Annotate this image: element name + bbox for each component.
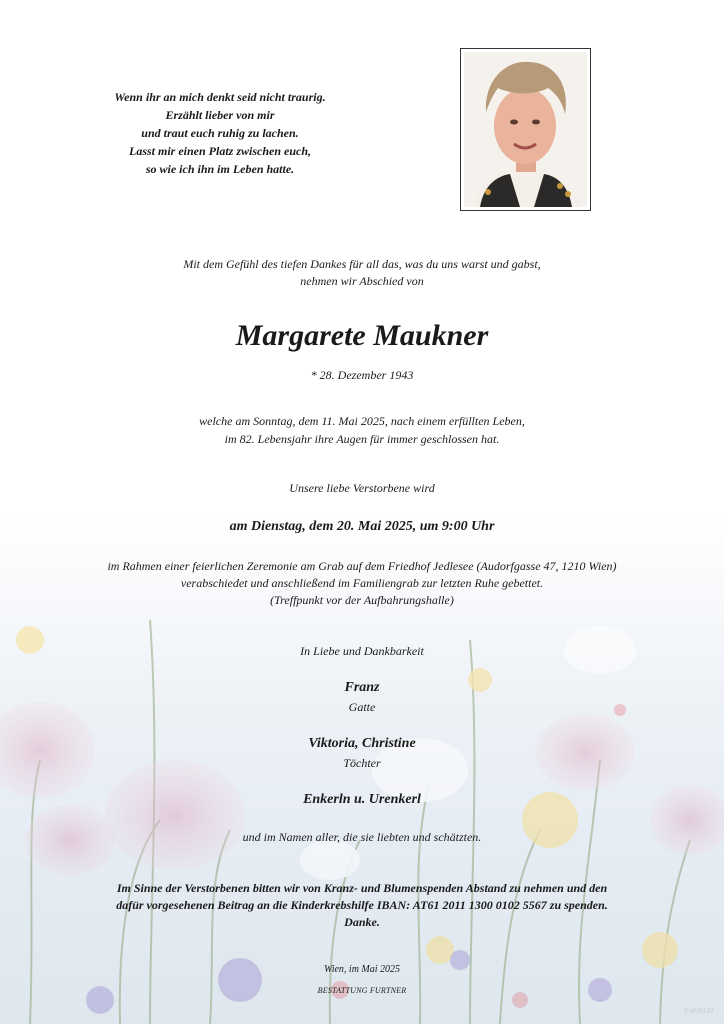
design-code: ©SP/0137 [683, 1008, 714, 1015]
poem-line: Wenn ihr an mich denkt seid nicht traurig. [114, 90, 326, 104]
mourner-name: Viktoria, Christine [308, 736, 416, 751]
farewell-line: Mit dem Gefühl des tiefen Dankes für all das, was du uns warst und gabst, [183, 257, 541, 271]
donation-request [40, 880, 684, 931]
mourners-closing: und im Namen aller, die sie liebten und schätzten. [242, 830, 482, 844]
mourners-intro: In Liebe und Dankbarkeit [300, 644, 424, 658]
poem-line: Erzählt lieber von mir [165, 108, 275, 122]
death-notice [62, 412, 662, 448]
mourner-name: Franz [344, 680, 380, 695]
mourner-role: Töchter [343, 756, 381, 770]
ceremony-line: im Rahmen einer feierlichen Zeremonie am Grab auf dem Friedhof Jedlesee (Audorfgasse 47, 1210 Wien) [107, 559, 617, 573]
portrait-photo [460, 48, 591, 211]
ceremony-line: (Treffpunkt vor der Aufbahrungshalle) [270, 593, 454, 607]
death-line: welche am Sonntag, dem 11. Mai 2025, nach einem erfüllten Leben, [199, 414, 525, 428]
death-line: im 82. Lebensjahr ihre Augen für immer geschlossen hat. [224, 432, 500, 446]
poem-line: Lasst mir einen Platz zwischen euch, [128, 144, 312, 158]
funeral-intro: Unsere liebe Verstorbene wird [289, 481, 435, 495]
poem-line: so wie ich ihn im Leben hatte. [145, 162, 295, 176]
donation-line: Danke. [344, 915, 380, 929]
portrait-illustration [464, 52, 587, 207]
farewell-intro [62, 256, 662, 290]
poem [60, 88, 380, 178]
birth-date: * 28. Dezember 1943 [310, 368, 414, 382]
funeral-date: am Dienstag, dem 20. Mai 2025, um 9:00 Uhr [229, 519, 495, 534]
poem-line: und traut euch ruhig zu lachen. [141, 126, 299, 140]
place-date: Wien, im Mai 2025 [323, 964, 401, 975]
ceremony-details [20, 558, 704, 609]
donation-line: Im Sinne der Verstorbenen bitten wir von Kranz- und Blumenspenden Abstand zu nehmen und den [116, 881, 608, 895]
deceased-name: Margarete Maukner [235, 319, 489, 352]
undertaker-name: BESTATTUNG FURTNER [317, 986, 407, 995]
donation-line: dafür vorgesehenen Beitrag an die Kinderkrebshilfe IBAN: AT61 2011 1300 0102 5567 zu spenden. [116, 898, 608, 912]
mourner-role: Gatte [348, 700, 376, 714]
farewell-line: nehmen wir Abschied von [300, 274, 424, 288]
ceremony-line: verabschiedet und anschließend im Familiengrab zur letzten Ruhe gebettet. [180, 576, 544, 590]
mourner-name: Enkerln u. Urenkerl [303, 792, 421, 807]
